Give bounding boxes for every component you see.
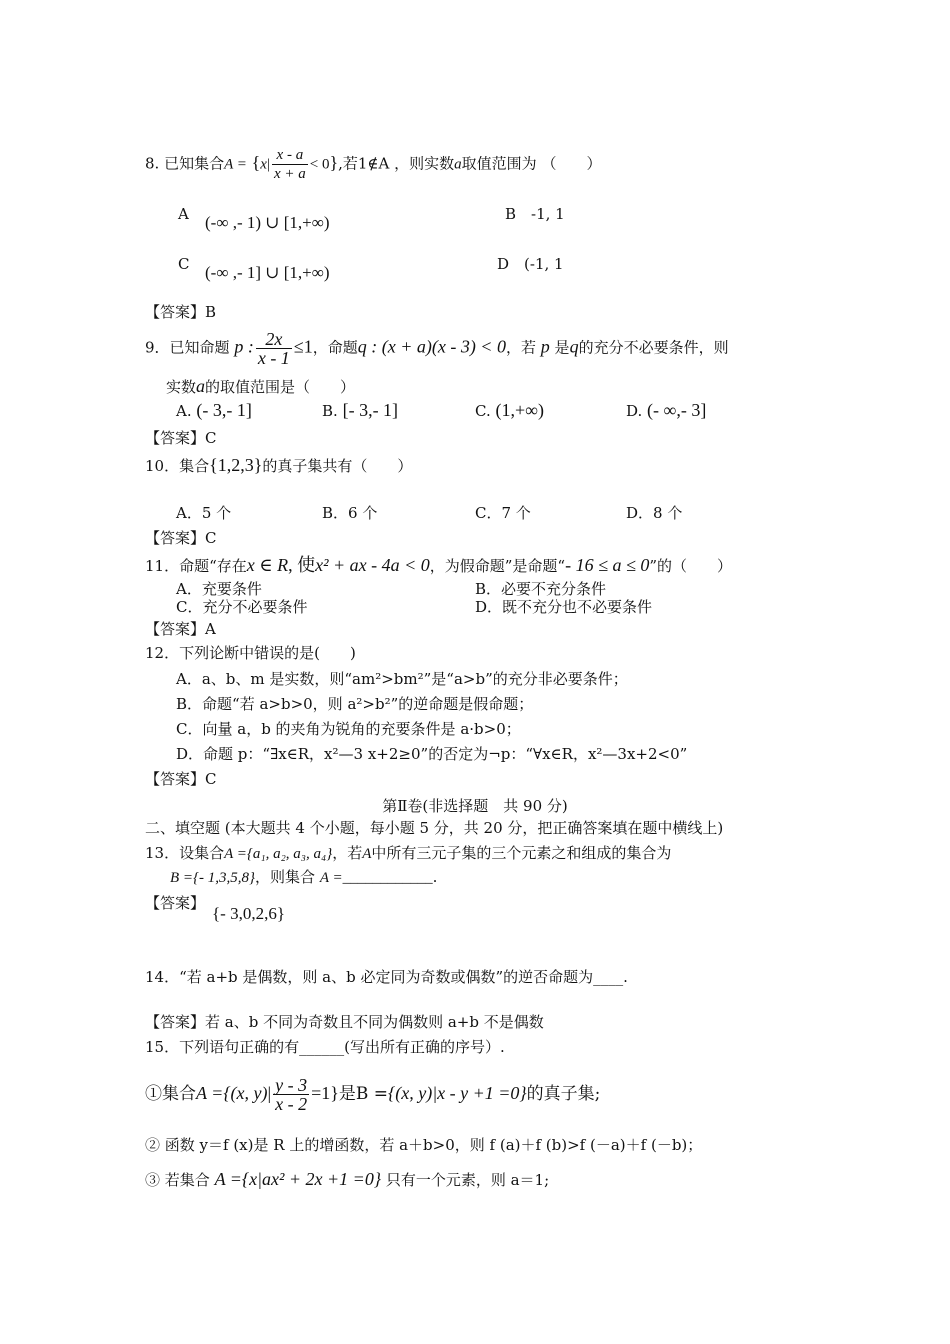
q8-frac-den: x + a	[273, 166, 306, 182]
q11-expr1: x ∈ R	[246, 555, 289, 575]
q9-q-expr: q : (x + a)(x - 3) < 0	[357, 336, 506, 357]
q8-option-d: D (-1, 1	[497, 255, 564, 273]
q13-line2-post: ，则集合	[255, 868, 316, 886]
q11-stem	[145, 556, 732, 575]
q10-option-b: B．6 个	[322, 504, 378, 522]
q13-stem	[145, 844, 671, 863]
q8-stem-pre: 已知集合	[164, 154, 225, 173]
q9-stem	[145, 330, 729, 367]
q13-line2-a: A =	[319, 870, 343, 886]
q15-s1-set-open: {(x, y)	[223, 1083, 268, 1103]
q11-comma: , 使	[288, 555, 316, 575]
q15-statement-1	[145, 1076, 600, 1113]
q9-fraction	[256, 330, 292, 367]
q9-p-label: p :	[234, 336, 254, 357]
q13-number: 13．设集合	[145, 844, 225, 862]
q9-q: q	[569, 336, 579, 357]
q8-option-c-letter: C	[178, 255, 190, 273]
q14-answer: 【答案】若 a、b 不同为奇数且不同为偶数则 a+b 不是偶数	[145, 1013, 544, 1031]
q8-condition: ,若1∉A	[338, 154, 390, 173]
q13-stem-line2	[170, 868, 437, 887]
q9-option-c-value: (1,+∞)	[495, 400, 544, 420]
q11-option-d: D．既不充分也不必要条件	[475, 598, 653, 616]
q14-stem: 14．“若 a+b 是偶数，则 a、b 必定同为奇数或偶数”的逆否命题为____.	[145, 968, 628, 986]
q15-s1-mid: 是B =	[338, 1084, 389, 1104]
q10-option-d: D．8 个	[626, 504, 683, 522]
q10-number: 10．集合	[145, 457, 210, 475]
q13-answer-blank: ____________	[342, 870, 433, 886]
q15-statement-2: ② 函数 y＝f (x)是 R 上的增函数，若 a＋b>0，则 f (a)＋f (b)>f (－a)＋f (－b)；	[145, 1136, 703, 1154]
q9-mid2: ，若	[505, 338, 536, 357]
q9-line2-pre: 实数	[166, 378, 197, 396]
q9-option-b	[322, 401, 398, 420]
q9-mid: ，命题	[312, 338, 358, 357]
q15-stem: 15．下列语句正确的有______(写出所有正确的序号）.	[145, 1038, 505, 1056]
q8-stem	[145, 146, 601, 183]
q8-a: a	[454, 156, 462, 173]
q9-option-a-label: A.	[176, 402, 192, 420]
q15-s1-pre: 集合	[162, 1084, 196, 1104]
q11-option-a: A．充要条件	[176, 580, 262, 598]
q8-option-a: (-∞ ,- 1) ∪ [1,+∞)	[205, 213, 330, 232]
q12-stem: 12．下列论断中错误的是( )	[145, 644, 356, 662]
q9-option-a	[176, 401, 252, 420]
q8-stem-post: ，则实数	[394, 154, 455, 173]
q8-brace-close: }	[329, 152, 339, 173]
q15-s1-eq: =1}	[311, 1083, 339, 1103]
q8-frac-num: x - a	[272, 146, 308, 165]
q13-set-a: A ={a₁, a₂, a₃, a₄}	[224, 846, 333, 862]
section-heading: 二、填空题 (本大题共 4 个小题，每小题 5 分，共 20 分，把正确答案填在题中横线上)	[145, 819, 724, 837]
part2-title: 第Ⅱ卷(非选择题 共 90 分)	[382, 797, 568, 815]
q9-option-c	[475, 401, 544, 420]
q13-answer: {- 3,0,2,6}	[212, 904, 285, 923]
q8-set-lhs: A =	[224, 156, 247, 173]
q9-stem-line2	[166, 377, 355, 396]
q8-option-a-letter: A	[178, 205, 189, 223]
q8-fraction	[272, 146, 308, 183]
q15-s1-fraction	[273, 1076, 309, 1113]
q13-tail: 中所有三元子集的三个元素之和组成的集合为	[371, 844, 672, 862]
q15-s1-frac-den: x - 2	[275, 1094, 308, 1114]
q11-number: 11．命题“存在	[145, 557, 247, 575]
q9-frac-num: 2x	[256, 330, 292, 349]
q12-option-c: C．向量 a，b 的夹角为锐角的充要条件是 a·b>0；	[176, 720, 521, 738]
q11-answer: 【答案】A	[145, 620, 216, 638]
q15-s1-tail: 的真子集;	[526, 1084, 601, 1104]
q11-expr3: - 16 ≤ a ≤ 0	[565, 555, 650, 575]
q15-s1-a: A =	[196, 1083, 224, 1103]
q11-tail: ”的（ ）	[649, 557, 733, 575]
q12-option-a: A．a、b、m 是实数，则“am²>bm²”是“a>b”的充分非必要条件；	[176, 670, 628, 688]
q15-s1-bar: |	[267, 1083, 272, 1103]
q10-option-a: A．5 个	[176, 504, 232, 522]
q13-answer-label: 【答案】	[145, 894, 206, 912]
q9-frac-den: x - 1	[257, 348, 290, 368]
q9-tail: 的充分不必要条件，则	[578, 338, 729, 357]
q9-line2-a: a	[196, 376, 206, 396]
q8-option-b: B -1, 1	[505, 205, 565, 223]
q10-stem	[145, 456, 412, 475]
q8-brace-open: {	[251, 152, 261, 173]
q11-option-b: B．必要不充分条件	[475, 580, 607, 598]
q15-s1-set-b: {(x, y)|x - y +1 =0}	[388, 1083, 527, 1103]
q9-option-a-value: (- 3,- 1]	[196, 400, 252, 420]
q9-option-b-value: [- 3,- 1]	[342, 400, 399, 420]
q8-number: 8.	[145, 154, 160, 173]
q10-answer: 【答案】C	[145, 529, 217, 547]
q15-s1-circle: ①	[145, 1084, 162, 1104]
q12-answer: 【答案】C	[145, 770, 217, 788]
q15-s3-expr: A ={x|ax² + 2x +1 =0}	[214, 1169, 382, 1189]
q8-bar: |	[266, 156, 270, 173]
q11-option-c: C．充分不必要条件	[176, 598, 308, 616]
q9-option-d-value: (- ∞,- 3]	[647, 400, 707, 420]
q12-option-d: D．命题 p：“∃x∈R，x²—3 x+2≥0”的否定为¬p：“∀x∈R，x²—3x+2<0”	[176, 745, 688, 763]
q9-mid3: 是	[554, 338, 570, 357]
q8-option-c: (-∞ ,- 1] ∪ [1,+∞)	[205, 263, 330, 282]
q9-option-d-label: D.	[626, 402, 643, 420]
q15-s1-frac-num: y - 3	[275, 1075, 308, 1095]
q8-stem-end: 取值范围为 （ ）	[461, 154, 602, 173]
q15-s3-tail: 只有一个元素，则 a＝1;	[385, 1171, 550, 1189]
q10-tail: 的真子集共有（ ）	[262, 457, 413, 475]
q10-option-c: C．7 个	[475, 504, 531, 522]
q11-expr2: x² + ax - 4a < 0	[315, 555, 430, 575]
q9-number: 9．已知命题	[145, 338, 230, 357]
q13-a: A	[362, 846, 372, 862]
q9-line2-post: 的取值范围是（ ）	[205, 378, 356, 396]
q8-x: x	[260, 156, 267, 173]
q13-dot: .	[432, 868, 438, 886]
q9-answer: 【答案】C	[145, 429, 217, 447]
q11-mid: ，为假命题”是命题“	[429, 557, 566, 575]
q9-le1: ≤1	[293, 336, 313, 357]
q12-option-b: B．命题“若 a>b>0，则 a²>b²”的逆命题是假命题；	[176, 695, 534, 713]
q8-answer: 【答案】B	[145, 303, 217, 321]
q13-mid: ，若	[332, 844, 363, 862]
q10-set: {1,2,3}	[209, 455, 263, 475]
q8-lt0: < 0	[309, 156, 330, 173]
q9-option-c-label: C.	[475, 402, 491, 420]
q9-option-b-label: B.	[322, 402, 338, 420]
q9-option-d	[626, 401, 706, 420]
q13-set-b: B ={- 1,3,5,8}	[170, 870, 256, 886]
q9-p: p	[540, 336, 550, 357]
q15-statement-3	[145, 1170, 549, 1189]
q15-s3-pre: ③ 若集合	[145, 1171, 210, 1189]
